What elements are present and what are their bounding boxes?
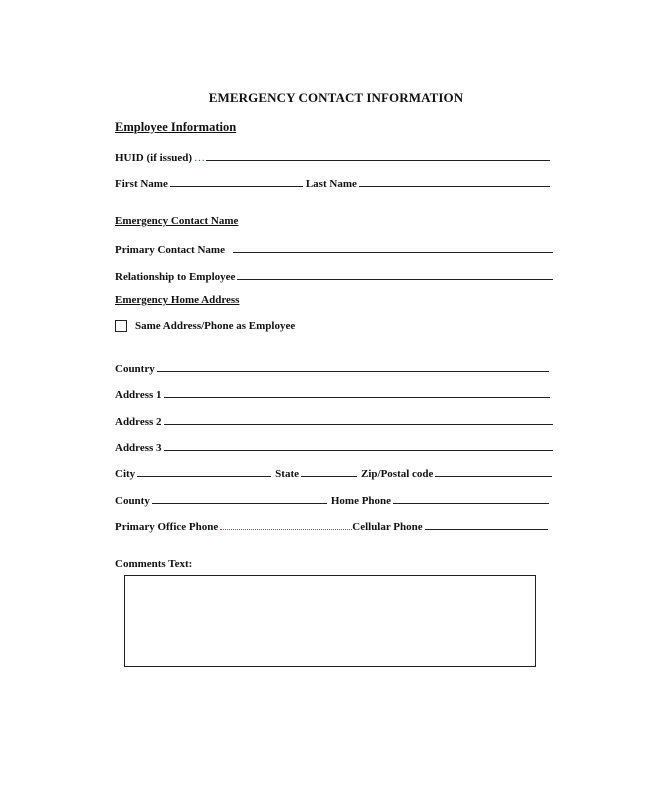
relationship-label: Relationship to Employee [115, 271, 236, 283]
address3-field[interactable] [164, 450, 553, 451]
state-field[interactable] [301, 476, 357, 477]
address1-field[interactable] [164, 397, 550, 398]
comments-label: Comments Text: [115, 558, 193, 570]
first-name-field[interactable] [170, 186, 303, 187]
first-name-label: First Name [115, 178, 168, 190]
city-field[interactable] [137, 476, 271, 477]
primary-contact-row [115, 240, 553, 256]
home-phone-label: Home Phone [330, 495, 392, 507]
county-label: County [115, 495, 150, 507]
county-phone-row [115, 491, 549, 507]
same-address-row [115, 320, 295, 332]
country-label: Country [115, 363, 155, 375]
cellular-phone-label: Cellular Phone [352, 521, 423, 533]
country-row [115, 359, 549, 375]
employee-info-heading: Employee Information [115, 120, 237, 134]
address2-field[interactable] [164, 424, 553, 425]
comments-textarea[interactable] [124, 575, 536, 667]
huid-spell-marker: … [194, 152, 207, 164]
office-cell-row [115, 517, 548, 533]
country-field[interactable] [157, 371, 549, 372]
state-label: State [275, 468, 299, 480]
address2-row [115, 412, 553, 428]
primary-contact-field[interactable] [233, 252, 553, 253]
county-field[interactable] [152, 503, 327, 504]
huid-label: HUID (if issued) [115, 152, 193, 164]
home-phone-field[interactable] [393, 503, 549, 504]
city-label: City [115, 468, 136, 480]
name-row [115, 174, 550, 190]
zip-label: Zip/Postal code [361, 468, 434, 480]
relationship-row [115, 267, 553, 283]
huid-row [115, 148, 550, 164]
zip-field[interactable] [435, 476, 552, 477]
address1-row [115, 385, 550, 401]
city-state-zip-row [115, 464, 552, 480]
address1-label: Address 1 [115, 389, 162, 401]
last-name-field[interactable] [359, 186, 550, 187]
relationship-field[interactable] [237, 279, 553, 280]
office-phone-label: Primary Office Phone [115, 521, 219, 533]
emergency-contact-heading: Emergency Contact Name [115, 215, 239, 227]
form-title: EMERGENCY CONTACT INFORMATION [208, 90, 464, 105]
office-phone-field[interactable] [220, 529, 352, 530]
same-address-label: Same Address/Phone as Employee [135, 320, 296, 332]
address2-label: Address 2 [115, 416, 162, 428]
same-address-checkbox[interactable] [115, 320, 127, 332]
primary-contact-label: Primary Contact Name [115, 244, 225, 256]
address3-row [115, 438, 553, 454]
cellular-phone-field[interactable] [425, 529, 548, 530]
last-name-label: Last Name [305, 178, 357, 190]
huid-field[interactable] [206, 160, 550, 161]
home-address-heading: Emergency Home Address [115, 294, 240, 306]
address3-label: Address 3 [115, 442, 162, 454]
